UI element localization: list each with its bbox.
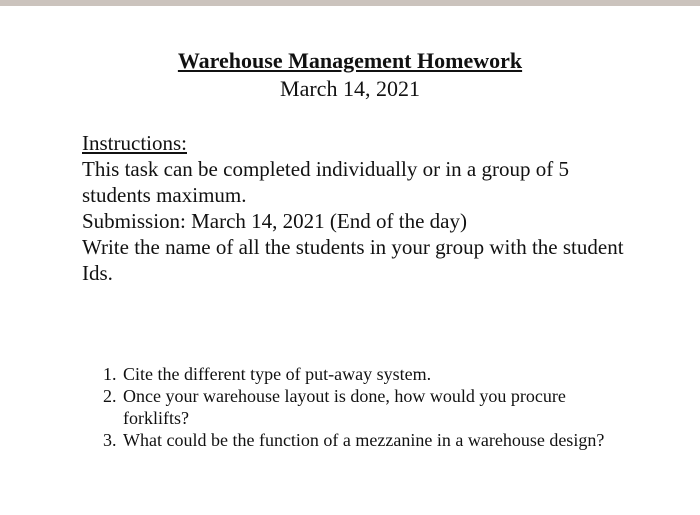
questions-list: [103, 363, 623, 451]
question-number: 2.: [103, 386, 117, 406]
question-number: 3.: [103, 430, 117, 450]
question-number: 1.: [103, 364, 117, 384]
question-text: What could be the function of a mezzanine in a warehouse design?: [123, 430, 605, 450]
instructions-heading: Instructions:: [82, 131, 187, 155]
question-text: Once your warehouse layout is done, how would you procure forklifts?: [123, 386, 566, 428]
instruction-line-submission: Submission: March 14, 2021 (End of the day): [82, 209, 467, 233]
question-item: [103, 429, 623, 451]
document-date: March 14, 2021: [280, 76, 420, 101]
question-text: Cite the different type of put-away system.: [123, 364, 432, 384]
instructions-block: [82, 130, 642, 286]
question-item: [103, 363, 623, 385]
question-item: [103, 385, 623, 429]
document-title: Warehouse Management Homework: [177, 48, 523, 73]
instruction-line-names: Write the name of all the students in your group with the student Ids.: [82, 235, 624, 285]
instruction-line-group-size: This task can be completed individually or in a group of 5 students maximum.: [82, 157, 569, 207]
document-page: [0, 6, 700, 515]
